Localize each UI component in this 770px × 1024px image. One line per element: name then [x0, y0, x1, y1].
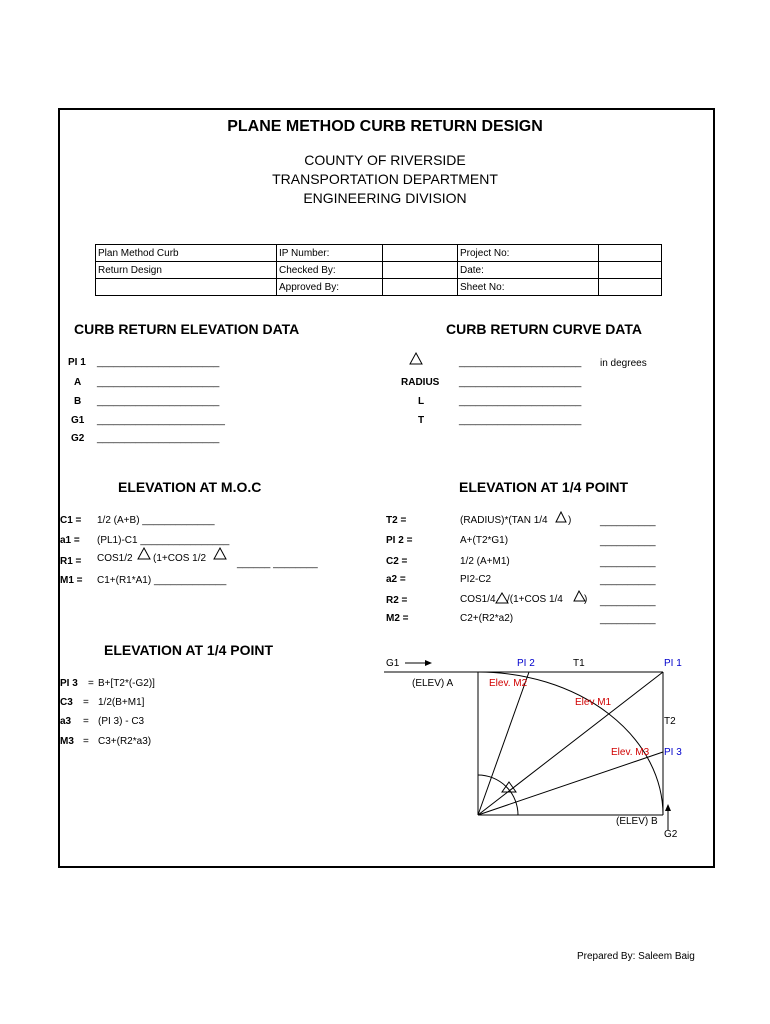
radial-line-pi2 [478, 672, 529, 815]
quarter-left-heading: ELEVATION AT 1/4 POINT [104, 642, 274, 658]
m1-formula[interactable]: C1+(R1*A1) _____________ [97, 575, 227, 586]
elev-blank-a[interactable]: ______________________ [97, 377, 220, 388]
diagram-elev-m2-label: Elev. M2 [489, 678, 528, 689]
diagram-t1-label: T1 [573, 658, 585, 669]
c2-label: C2 = [386, 556, 408, 567]
elev-blank-g1[interactable]: _______________________ [97, 415, 225, 426]
info-cell: IP Number: [277, 245, 383, 262]
prepared-by: Prepared By: Saleem Baig [577, 951, 695, 962]
in-degrees-label: in degrees [600, 358, 647, 369]
c1-formula[interactable]: 1/2 (A+B) _____________ [97, 515, 215, 526]
pi2-label: PI 2 = [386, 535, 413, 546]
pi2-formula: A+(T2*G1) [460, 535, 509, 546]
diagram-elev-m1-label: Elev M1 [575, 697, 612, 708]
c1-label: C1 = [60, 515, 82, 526]
radial-line-pi3 [478, 752, 663, 815]
diagram-g2-label: G2 [664, 829, 678, 840]
t2-blank[interactable]: __________ [600, 516, 656, 527]
g1-arrow-head [425, 660, 432, 666]
m2-label: M2 = [386, 613, 409, 624]
radius-blank[interactable]: ______________________ [459, 377, 582, 388]
pi3-formula: B+[T2*(-G2)] [98, 678, 155, 689]
elev-label-g2: G2 [71, 433, 85, 444]
r2-close: ) [584, 594, 588, 605]
c3-eq: = [83, 697, 89, 708]
m2-blank[interactable]: __________ [600, 614, 656, 625]
m1-label: M1 = [60, 575, 83, 586]
angle-arc [478, 775, 518, 815]
info-cell: Project No: [458, 245, 599, 262]
info-cell: Plan Method Curb [96, 245, 277, 262]
r1-blank[interactable]: ______ ________ [237, 558, 318, 569]
radius-label: RADIUS [401, 377, 440, 388]
delta-blank[interactable]: ______________________ [459, 357, 582, 368]
elev-label-b: B [74, 396, 82, 407]
l-blank[interactable]: ______________________ [459, 396, 582, 407]
info-cell: Approved By: [277, 279, 383, 296]
diagram-pi3-label: PI 3 [664, 747, 682, 758]
a2-formula: PI2-C2 [460, 574, 492, 585]
quarter-right-heading: ELEVATION AT 1/4 POINT [459, 479, 629, 495]
diagram-g1-label: G1 [386, 658, 400, 669]
l-label: L [418, 396, 425, 407]
r1-formula-b: (1+COS 1/2 [153, 553, 207, 564]
pi3-label: PI 3 [60, 678, 78, 689]
t2-formula: (RADIUS)*(TAN 1/4 [460, 515, 548, 526]
c3-label: C3 [60, 697, 73, 708]
a3-label: a3 [60, 716, 72, 727]
t2-label: T2 = [386, 515, 407, 526]
c2-blank[interactable]: __________ [600, 557, 656, 568]
page-title: PLANE METHOD CURB RETURN DESIGN [227, 118, 543, 135]
diagram-t2-label: T2 [664, 716, 676, 727]
a2-label: a2 = [386, 574, 406, 585]
t-label: T [418, 415, 425, 426]
diagram-elev-b-label: (ELEV) B [616, 816, 658, 827]
t-blank[interactable]: ______________________ [459, 415, 582, 426]
diagram-pi2-label: PI 2 [517, 658, 535, 669]
r1-formula-a: COS1/2 [97, 553, 133, 564]
elev-label-g1: G1 [71, 415, 85, 426]
r2-formula: COS1/4 [460, 594, 496, 605]
m3-eq: = [83, 736, 89, 747]
m2-formula: C2+(R2*a2) [460, 613, 514, 624]
diagram-elev-m3-label: Elev. M3 [611, 747, 650, 758]
a1-formula[interactable]: (PL1)-C1 ________________ [97, 535, 230, 546]
r2-label: R2 = [386, 595, 408, 606]
info-cell: Checked By: [277, 262, 383, 279]
radial-line-pi1 [478, 672, 663, 815]
elev-label-pi1: PI 1 [68, 357, 86, 368]
pi2-blank[interactable]: __________ [600, 536, 656, 547]
pi3-eq: = [88, 678, 94, 689]
curve-data-heading: CURB RETURN CURVE DATA [446, 321, 642, 337]
elevation-data-heading: CURB RETURN ELEVATION DATA [74, 321, 300, 337]
elev-blank-b[interactable]: ______________________ [97, 396, 220, 407]
division-name: ENGINEERING DIVISION [303, 190, 467, 206]
a1-label: a1 = [60, 535, 80, 546]
moc-heading: ELEVATION AT M.O.C [118, 479, 262, 495]
r1-label: R1 = [60, 556, 82, 567]
county-name: COUNTY OF RIVERSIDE [304, 152, 466, 168]
elev-label-a: A [74, 377, 82, 388]
r2-formula-b: /(1+COS 1/4 [507, 594, 563, 605]
m3-label: M3 [60, 736, 74, 747]
info-cell: Date: [458, 262, 599, 279]
diagram-pi1-label: PI 1 [664, 658, 682, 669]
c3-formula: 1/2(B+M1] [98, 697, 145, 708]
info-cell: Sheet No: [458, 279, 599, 296]
department-name: TRANSPORTATION DEPARTMENT [272, 171, 498, 187]
g2-arrow-head [665, 804, 671, 811]
diagram-elev-a-label: (ELEV) A [412, 678, 454, 689]
elev-blank-pi1[interactable]: ______________________ [97, 357, 220, 368]
elev-blank-g2[interactable]: ______________________ [97, 433, 220, 444]
a3-formula: (PI 3) - C3 [98, 716, 145, 727]
a3-eq: = [83, 716, 89, 727]
t2-close: ) [568, 515, 572, 526]
r2-blank[interactable]: __________ [600, 596, 656, 607]
m3-formula: C3+(R2*a3) [98, 736, 152, 747]
a2-blank[interactable]: __________ [600, 575, 656, 586]
info-cell: Return Design [96, 262, 277, 279]
c2-formula: 1/2 (A+M1) [460, 556, 510, 567]
